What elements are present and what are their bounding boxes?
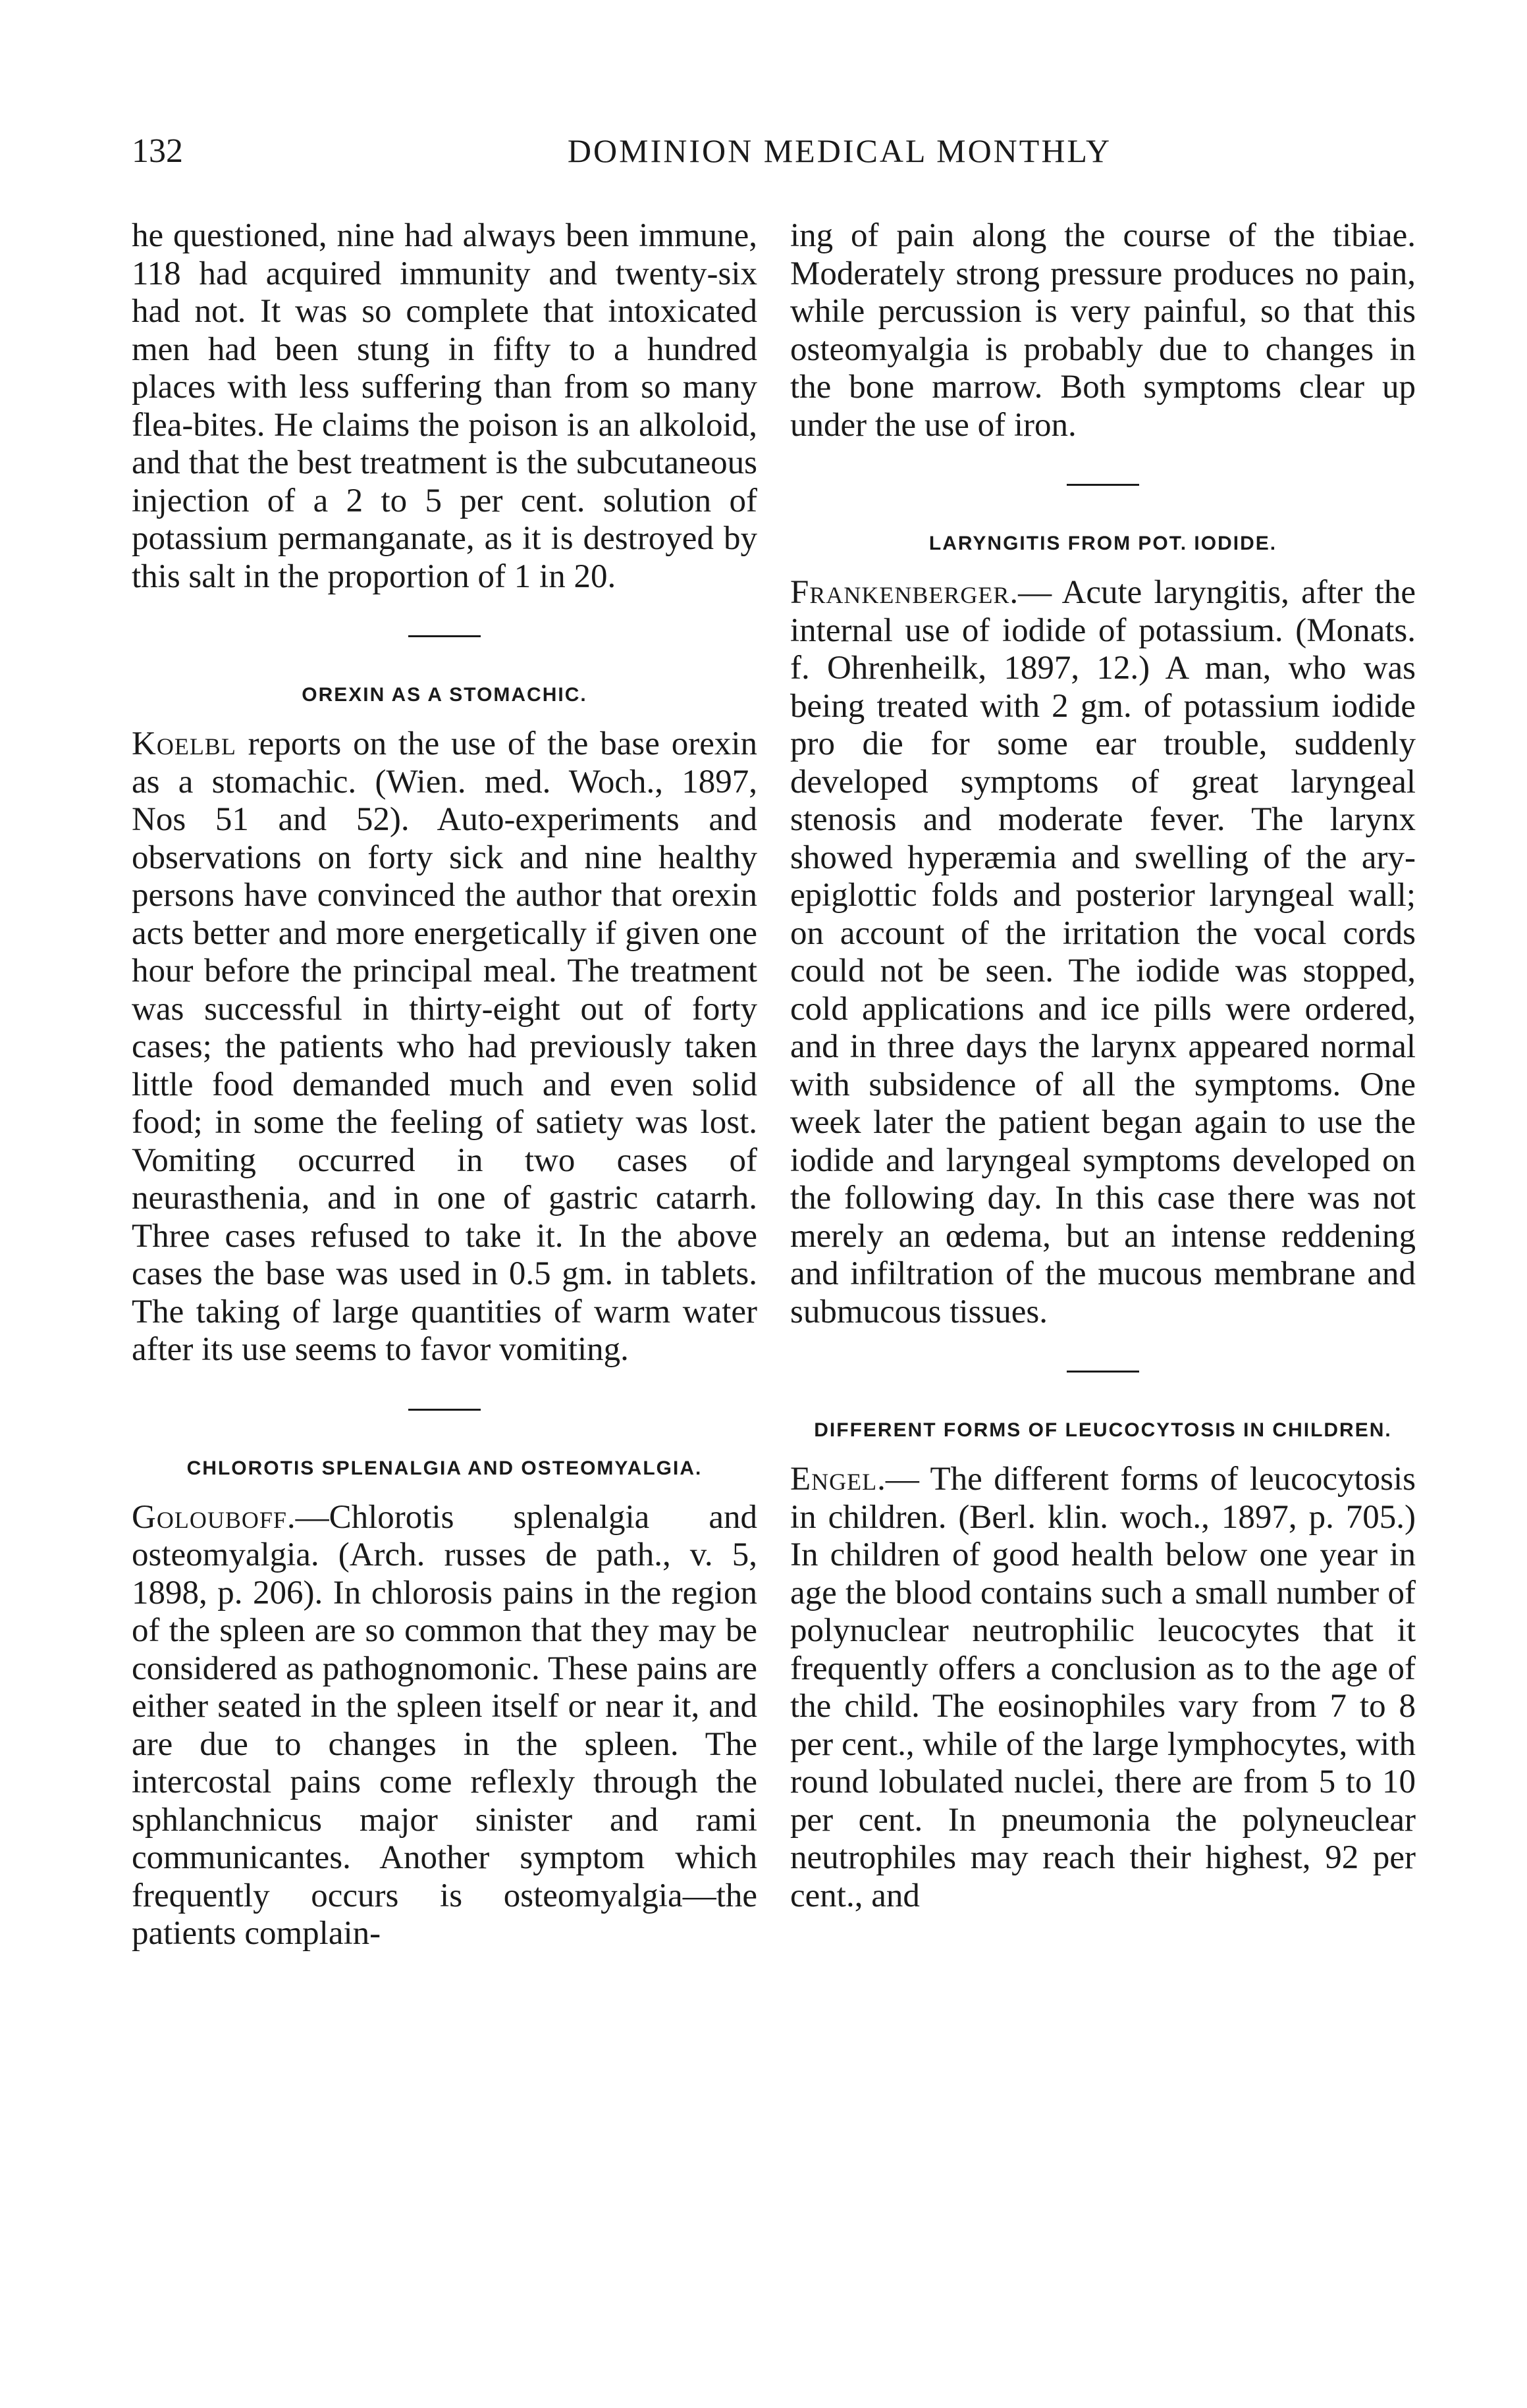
article-chlorotis — [132, 1499, 757, 1953]
article-orexin — [132, 725, 757, 1369]
author-name: Golouboff — [132, 1498, 287, 1536]
section-heading-leucocytosis: DIFFERENT FORMS OF LEUCOCYTOSIS IN CHILDREN. — [814, 1419, 1392, 1441]
left-column — [132, 217, 757, 1953]
article-body: .— Acute laryngitis, after the internal use of iodide of potassium. (Monats. f. Ohrenheilk, 1897, 12.) A man, who was being treated with 2 gm. of potassium iodide pro die for some ear trouble, suddenly developed symptoms of great laryngeal stenosis and moderate fever. The larynx showed hyperæmia and swelling of the ary-epiglottic folds and posterior laryngeal wall; on account of the irritation the vocal cords could not be seen. The iodide was stopped, cold applications and ice pills were ordered, and in three days the larynx appeared normal with subsidence of all the symptoms. One week later the patient began again to use the iodide and laryngeal symptoms developed on the following day. In this case there was not merely an œdema, but an intense reddening and infiltration of the mucous membrane and submucous tissues. — [790, 574, 1416, 1330]
article-laryngitis — [790, 574, 1416, 1331]
section-divider — [408, 635, 481, 637]
continuation-paragraph: he questioned, nine had always been immune, 118 had acquired immunity and twenty-six had not. It was so complete that intoxicated men had been stung in fifty to a hundred places with less suffering than from so many flea-bites. He claims the poison is an alkoloid, and that the best treatment is the subcutaneous injection of a 2 to 5 per cent. solution of potassium permanganate, as it is destroyed by this salt in the proportion of 1 in 20. — [132, 217, 757, 595]
article-body: reports on the use of the base orexin as a stomachic. (Wien. med. Woch., 1897, Nos 51 and 52). Auto-experiments and observations on forty sick and nine healthy persons have convinced the author that orexin acts better and more energetically if given one hour before the principal meal. The treatment was successful in thirty-eight out of forty cases; the patients who had previously taken little food demanded much and even solid food; in some the feeling of satiety was lost. Vomiting occurred in two cases of neurasthenia, and in one of gastric catarrh. Three cases refused to take it. In the above cases the base was used in 0.5 gm. in tablets. The taking of large quantities of warm water after its use seems to favor vomiting. — [132, 725, 757, 1368]
author-name: Koelbl — [132, 725, 236, 762]
page-number: 132 — [132, 132, 183, 170]
section-divider — [1067, 484, 1139, 486]
author-name: Engel — [790, 1461, 878, 1498]
article-leucocytosis — [790, 1461, 1416, 1915]
continuation-paragraph: ing of pain along the course of the tibiae. Moderately strong pressure produces no pain, while percussion is very painful, so that this osteomyalgia is probably due to changes in the bone marrow. Both symptoms clear up under the use of iron. — [790, 217, 1416, 444]
article-body: .— The different forms of leucocytosis in children. (Berl. klin. woch., 1897, p. 705.) In children of good health below one year in age the blood contains such a small number of polynuclear neutrophilic leucocytes that it frequently offers a conclusion as to the age of the child. The eosinophiles vary from 7 to 8 per cent., while of the large lymphocytes, with round lobulated nuclei, there are from 5 to 10 per cent. In pneumonia the polyneuclear neutrophiles may reach their highest, 92 per cent., and — [790, 1461, 1416, 1914]
article-body: .—Chlorotis splenalgia and osteomyalgia. (Arch. russes de path., v. 5, 1898, p. 206). In chlorosis pains in the region of the spleen are so common that they may be considered as pathognomonic. These pains are either seated in the spleen itself or near it, and are due to changes in the spleen. The intercostal pains come reflexly through the sphlanchnicus major sinister and rami communicantes. Another symptom which frequently occurs is osteomyalgia—the patients complain- — [132, 1498, 757, 1952]
running-title: DOMINION MEDICAL MONTHLY — [567, 132, 1112, 169]
author-name: Frankenberger — [790, 574, 1010, 611]
right-column — [790, 217, 1416, 1915]
section-divider — [1067, 1371, 1139, 1373]
page-header — [132, 132, 1416, 178]
section-divider — [408, 1409, 481, 1411]
section-heading-chlorotis: CHLOROTIS SPLENALGIA AND OSTEOMYALGIA. — [186, 1457, 703, 1479]
section-heading-orexin: OREXIN AS A STOMACHIC. — [302, 684, 587, 706]
section-heading-laryngitis: LARYNGITIS FROM POT. IODIDE. — [928, 533, 1277, 554]
